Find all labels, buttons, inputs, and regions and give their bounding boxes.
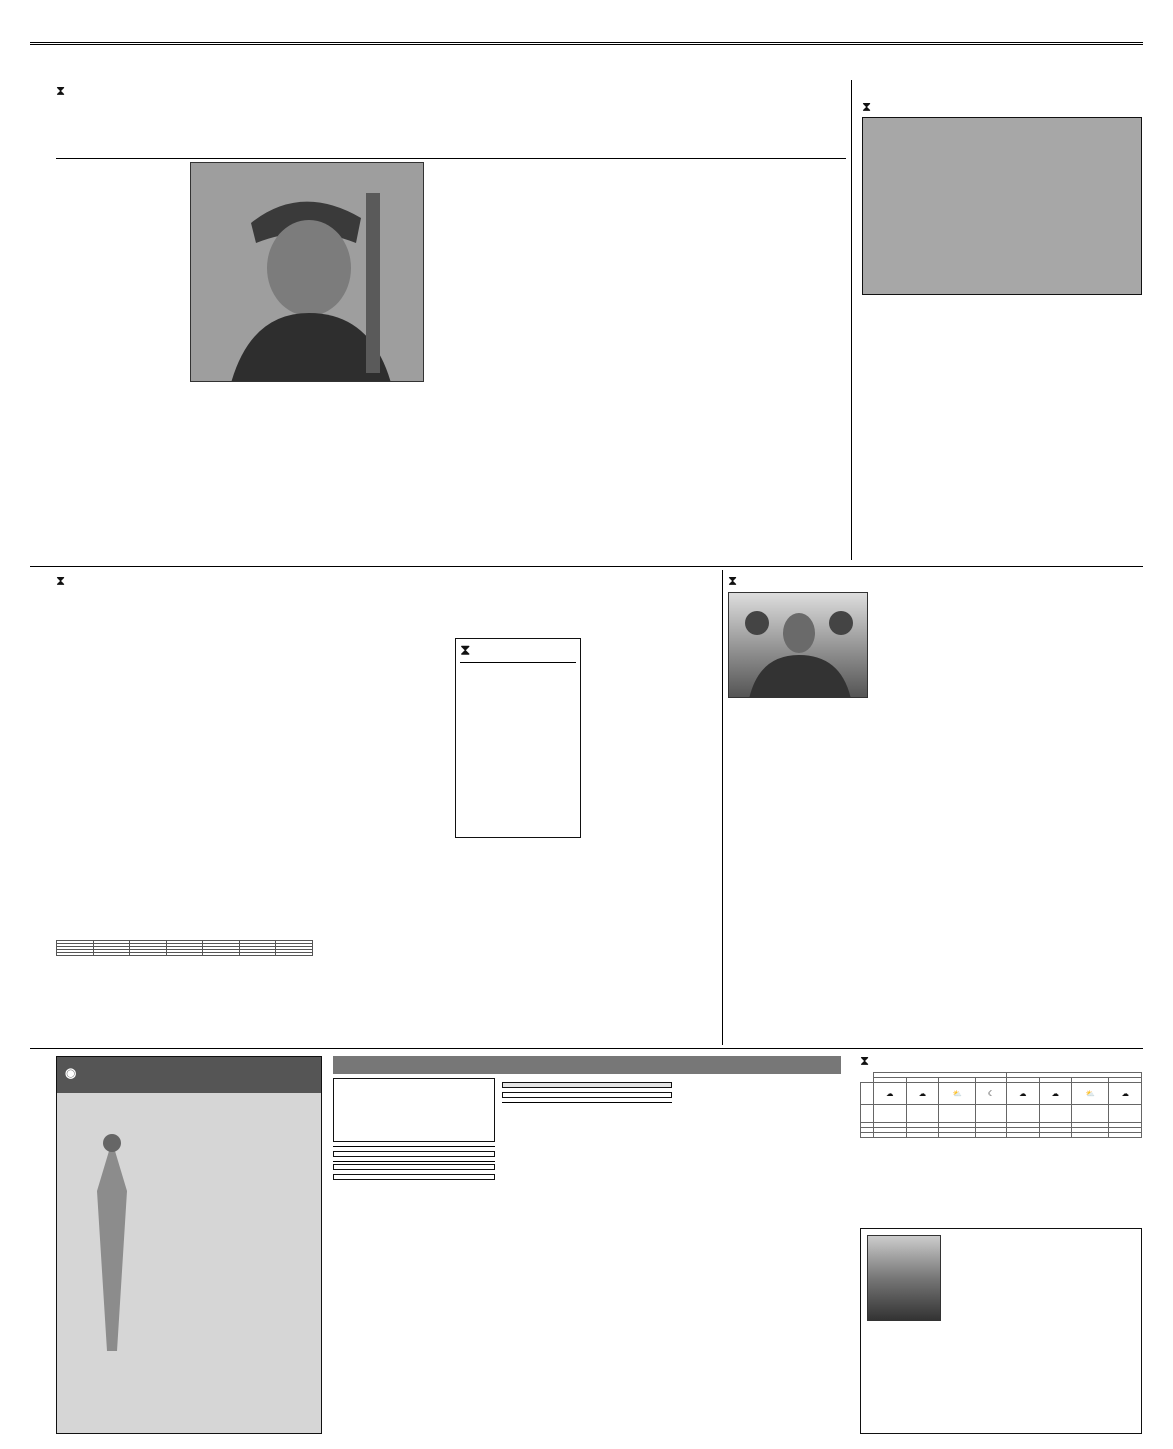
banner-main1 bbox=[923, 160, 931, 161]
cloud-icon: ☁ bbox=[1006, 1083, 1039, 1105]
art1-col1 bbox=[56, 338, 180, 550]
obituary bbox=[860, 1228, 1142, 1434]
meteor-ad bbox=[56, 1056, 322, 1434]
cell bbox=[1039, 1105, 1072, 1123]
boxer-illustration bbox=[729, 593, 868, 698]
humidity bbox=[874, 1133, 907, 1138]
art2-col5 bbox=[590, 638, 716, 1026]
row-label bbox=[861, 1083, 874, 1105]
cell bbox=[239, 953, 276, 956]
meteor-logo bbox=[65, 1065, 76, 1081]
hourglass-icon: ⧗ bbox=[56, 83, 66, 98]
cell bbox=[906, 1105, 939, 1123]
art1-col6 bbox=[694, 162, 842, 530]
classifieds-col2 bbox=[502, 1078, 672, 1263]
classified-item bbox=[502, 1082, 672, 1088]
art1-col2 bbox=[190, 388, 306, 550]
column-divider bbox=[722, 570, 723, 1045]
art1-rule bbox=[56, 158, 846, 159]
classifieds-col1 bbox=[333, 1146, 495, 1184]
section-rule bbox=[30, 1048, 1143, 1049]
art1-col4 bbox=[433, 162, 557, 552]
league-table bbox=[56, 940, 313, 956]
art3-section bbox=[728, 573, 737, 589]
cell bbox=[130, 953, 167, 956]
cell bbox=[203, 953, 240, 956]
hourglass-icon: ⧗ bbox=[56, 573, 66, 588]
classified-item bbox=[333, 1151, 495, 1157]
humidity bbox=[1039, 1133, 1072, 1138]
sun-cloud-icon: ⛅ bbox=[939, 1083, 976, 1105]
cloud-icon: ☁ bbox=[874, 1083, 907, 1105]
cell bbox=[939, 1105, 976, 1123]
art3-col3 bbox=[1000, 704, 1142, 1020]
classified-item bbox=[502, 1092, 672, 1098]
classified-item bbox=[333, 1164, 495, 1170]
cloud-icon: ☁ bbox=[906, 1083, 939, 1105]
art2-col4 bbox=[455, 848, 581, 1038]
fedchenko-photo bbox=[728, 592, 868, 698]
humidity bbox=[906, 1133, 939, 1138]
humidity bbox=[939, 1133, 976, 1138]
art2-col3 bbox=[322, 638, 446, 1038]
weather-table bbox=[860, 1072, 1142, 1138]
cell bbox=[1006, 1105, 1039, 1123]
art1-section bbox=[56, 83, 65, 99]
weather-row-humidity bbox=[861, 1133, 1142, 1138]
weather-row-cloud bbox=[861, 1083, 1142, 1105]
cloud-icon: ☁ bbox=[1039, 1083, 1072, 1105]
column-divider bbox=[851, 80, 852, 560]
cloud-icon: ☁ bbox=[1109, 1083, 1142, 1105]
humidity bbox=[976, 1133, 1007, 1138]
row-label bbox=[861, 1105, 874, 1123]
cell bbox=[976, 1105, 1007, 1123]
humidity bbox=[1072, 1133, 1109, 1138]
cell bbox=[1109, 1105, 1142, 1123]
hourglass-icon: ⧗ bbox=[728, 573, 738, 588]
humidity bbox=[1006, 1133, 1039, 1138]
section-rule bbox=[30, 566, 1143, 567]
art3-col2 bbox=[864, 704, 994, 1040]
banner-come bbox=[1034, 236, 1132, 257]
classified-item bbox=[502, 1105, 672, 1263]
classifieds-col3 bbox=[679, 1078, 841, 1434]
barabashovo-banner bbox=[862, 117, 1142, 295]
art3-col1 bbox=[728, 704, 858, 1040]
meteor-header bbox=[57, 1057, 322, 1093]
art1-col3 bbox=[312, 388, 428, 550]
art1-col5 bbox=[563, 162, 687, 552]
row-label bbox=[861, 1133, 874, 1138]
art2-col1 bbox=[56, 742, 180, 862]
cell bbox=[93, 953, 130, 956]
globe-icon: ◉ bbox=[65, 1065, 77, 1080]
category-services bbox=[333, 1161, 495, 1162]
news-box-title bbox=[460, 643, 576, 663]
category-messages bbox=[502, 1102, 672, 1103]
obituary-photo bbox=[867, 1235, 941, 1321]
category-goods bbox=[333, 1146, 495, 1147]
cell bbox=[57, 953, 94, 956]
art2-section bbox=[56, 573, 65, 589]
header-rule bbox=[30, 42, 1143, 45]
cell bbox=[1072, 1105, 1109, 1123]
sun-cloud-icon: ⛅ bbox=[1072, 1083, 1109, 1105]
weather-section bbox=[860, 1053, 869, 1069]
weather-row-precip bbox=[861, 1105, 1142, 1123]
table-row bbox=[57, 953, 313, 956]
portrait-illustration bbox=[191, 163, 424, 382]
meteor-cities bbox=[177, 1217, 317, 1219]
ad1-section bbox=[862, 99, 871, 115]
art2-col2 bbox=[189, 638, 313, 862]
art2-lead bbox=[56, 642, 180, 734]
moon-icon: ☾ bbox=[976, 1083, 1007, 1105]
cell bbox=[874, 1105, 907, 1123]
classifieds-legend bbox=[333, 1078, 495, 1142]
hotkevich-photo bbox=[190, 162, 424, 382]
hourglass-icon: ⧗ bbox=[860, 1053, 870, 1068]
art1-lead bbox=[56, 164, 180, 364]
classifieds-title bbox=[333, 1056, 841, 1074]
classified-item bbox=[333, 1174, 495, 1180]
hourglass-icon: ⧗ bbox=[862, 99, 872, 114]
cell bbox=[276, 953, 313, 956]
humidity bbox=[1109, 1133, 1142, 1138]
fashion-figure-illustration bbox=[67, 1131, 157, 1361]
banner-main2 bbox=[943, 192, 951, 193]
news-box bbox=[455, 638, 581, 838]
cell bbox=[166, 953, 203, 956]
hourglass-icon: ⧗ bbox=[460, 642, 471, 659]
